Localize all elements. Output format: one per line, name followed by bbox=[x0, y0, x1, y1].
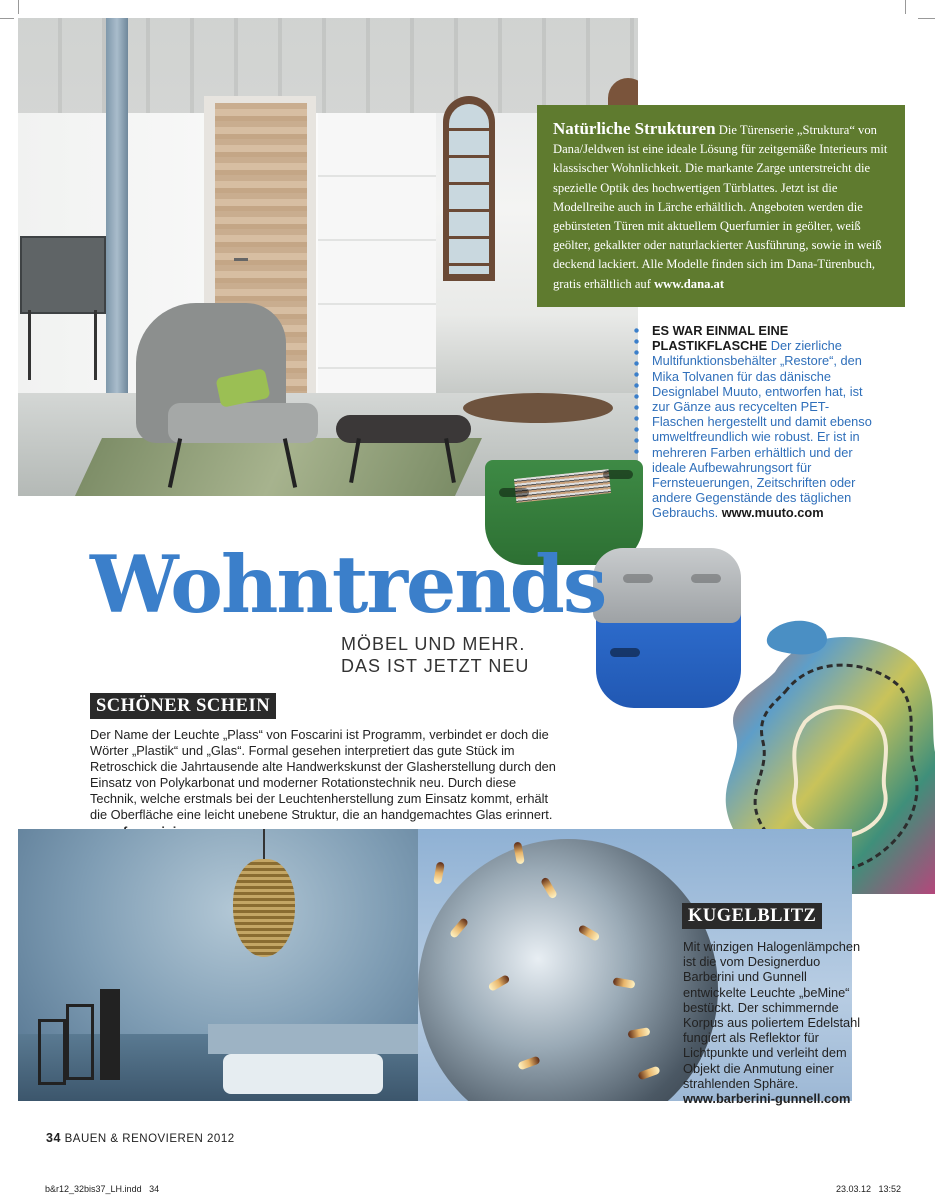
plastik-heading: ES WAR EINMAL EINE PLASTIKFLASCHE bbox=[652, 323, 789, 354]
kugel-link[interactable]: www.barberini-gunnell.com bbox=[683, 1091, 851, 1107]
schoener-body: Der Name der Leuchte „Plass“ von Foscarini ist Programm, verbindet er doch die Wörter „Plastik“ und „Glas“. Formal gesehen interpretiert das gute Stück im Retroschick die Jahrtausende alte Handwerkskunst der Glasherstellung durch den Einsatz von Polykarbonat und moderner Rotationstechnik neu. Durch diese Technik, welche erstmals bei der Leuchtenherstellung zum Einsatz kommt, erhält die Oberfläche eine leicht unebene Struktur, die an handgemachtes Glas erinnert. bbox=[90, 727, 556, 823]
plastik-body: Der zierliche Multifunktionsbehälter „Restore“, den Mika Tolvanen für das dänische Designlabel Muuto, entworfen hat, ist zur Gänze aus recycelten PET-Flaschen hergestellt und damit ebenso umweltfreundlich wie robust. Er ist in mehreren Farben erhältlich und der ideale Aufbewahrungsort für Fernsteuerungen, Zeitschriften oder andere Gegenstände des täglichen Gebrauchs. bbox=[652, 338, 872, 521]
section-heading-kugelblitz: KUGELBLITZ bbox=[682, 903, 822, 929]
plastik-article bbox=[652, 323, 880, 521]
subtitle-line: DAS IST JETZT NEU bbox=[341, 656, 530, 676]
subtitle-line: MÖBEL UND MEHR. bbox=[341, 634, 526, 654]
page-subtitle bbox=[341, 633, 529, 677]
kugel-article bbox=[683, 939, 863, 1106]
struktur-info-box bbox=[537, 105, 905, 307]
crop-mark bbox=[918, 18, 935, 19]
publication-name: BAUEN & RENOVIEREN 2012 bbox=[64, 1133, 235, 1145]
wall-shelf bbox=[20, 236, 106, 314]
struktur-lead: Natürliche Strukturen bbox=[553, 119, 716, 138]
print-slug-file: b&r12_32bis37_LH.indd 34 bbox=[45, 1184, 160, 1194]
page-number: 34 bbox=[46, 1131, 61, 1145]
print-slug-date: 23.03.12 13:52 bbox=[836, 1184, 902, 1194]
crop-mark bbox=[905, 0, 906, 14]
struktur-link[interactable]: www.dana.at bbox=[654, 276, 725, 291]
page-footer bbox=[46, 1131, 235, 1145]
struktur-body: Die Türenserie „Struktura“ von Dana/Jeldwen ist eine ideale Lösung für zeitgemäße Interieurs mit klassischer Wohnlichkeit. Die markante Zarge unterstreicht die spezielle Optik des hochwertigen Türblattes. Jetzt ist die Modellreihe auch in Lärche erhältlich. Angeboten werden die gebürsteten Türen mit aktuellem Querfurnier in geölter, weiß geölter, gekalkter oder naturlackierter Ausführung, sowie in weiß deckend lackiert. Alle Modelle finden sich im Dana-Türenbuch, gratis erhältlich auf bbox=[553, 123, 888, 291]
crop-mark bbox=[18, 0, 19, 14]
page-title: Wohntrends bbox=[90, 538, 606, 631]
crop-mark bbox=[0, 18, 14, 19]
schoener-article bbox=[90, 727, 560, 840]
plass-pendant-lamp bbox=[233, 859, 295, 957]
kugel-body: Mit winzigen Halogenlämpchen ist die vom Designerduo Barberini und Gunnell entwickelte Leuchte „beMine“ bestückt. Der schimmernde Korpus aus poliertem Edelstahl fungiert als Reflektor für Lichtpunkte und verleiht dem Objekt die Anmutung einer strahlenden Sphäre. bbox=[683, 939, 861, 1091]
section-heading-schoener-schein: SCHÖNER SCHEIN bbox=[90, 693, 276, 719]
plastik-link[interactable]: www.muuto.com bbox=[721, 505, 824, 521]
